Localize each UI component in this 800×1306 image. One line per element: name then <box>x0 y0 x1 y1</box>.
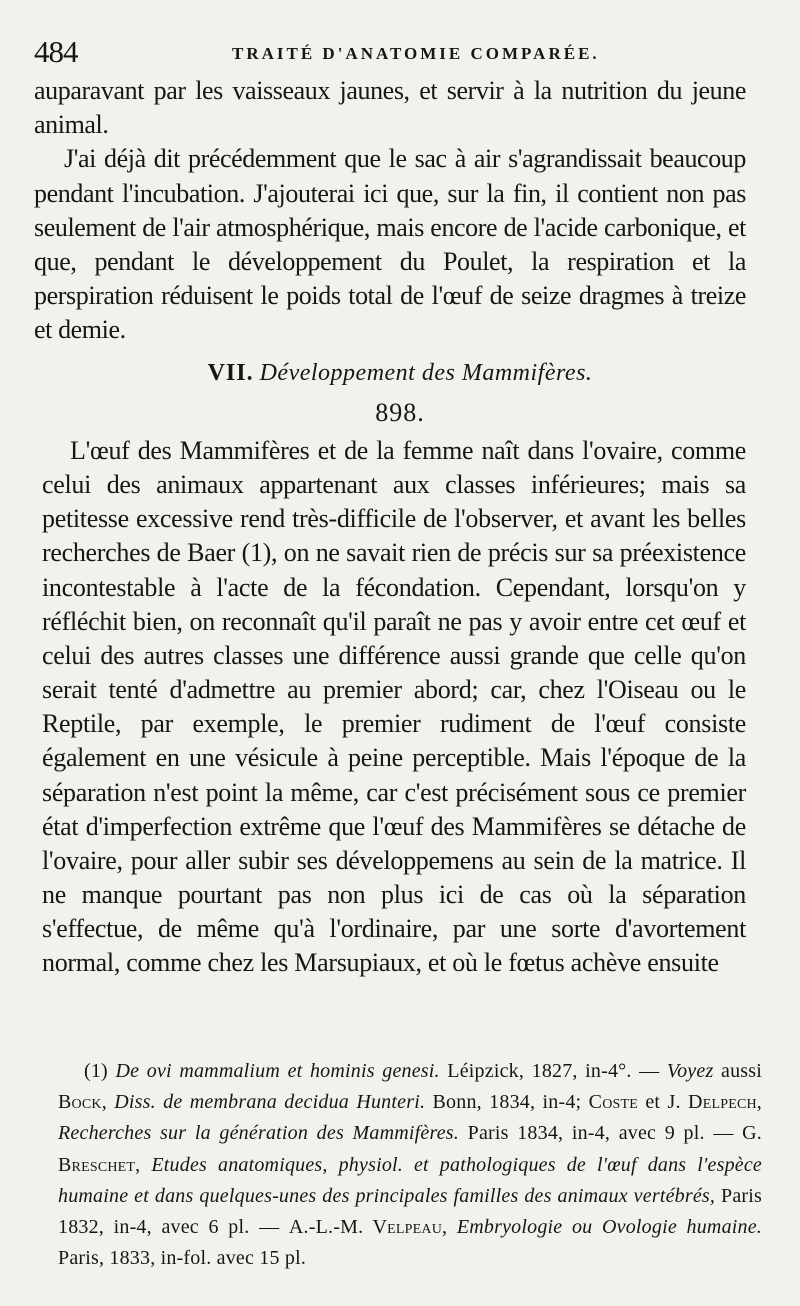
paragraph-oeuf-mammiferes: L'œuf des Mammifères et de la femme naît dans l'ovaire, comme celui des animaux appartenant aux classes inférieures; mais sa petitesse excessive rend très-difficile de l'observer, et avant les belles recherches de Baer (1), on ne savait rien de précis sur sa préexistence incontestable à l'acte de la fécondation. Cependant, lorsqu'on y réfléchit bien, on reconnaît qu'il paraît ne pas y avoir entre cet œuf et celui des autres classes une différence aussi grande que celle qu'on serait tenté d'admettre au premier abord; car, chez l'Oiseau ou le Reptile, par exemple, le premier rudiment de l'œuf consiste également en une vésicule à peine perceptible. Mais l'époque de la séparation n'est point la même, car c'est précisément sous ce premier état d'imperfection extrême que l'œuf des Mammifères se détache de l'ovaire, pour aller subir ses développemens au sein de la matrice. Il ne manque pourtant pas non plus ici de cas où la séparation s'effectue, de même qu'à l'ordinaire, par une sorte d'avortement normal, comme chez les Marsupiaux, et où le fœtus achève ensuite <box>42 436 746 978</box>
section-heading <box>0 360 800 387</box>
footnote-author: Bock <box>58 1091 102 1114</box>
footnote-1 <box>58 1056 762 1274</box>
footnote-author: Coste <box>588 1091 638 1114</box>
footnote-title: Embryologie ou Ovologie humaine. <box>456 1216 763 1239</box>
footnote-author: J. Delpech <box>667 1091 757 1114</box>
footnote-text: , <box>442 1216 457 1239</box>
page-number: 484 <box>34 34 78 69</box>
footnote-marker: (1) <box>84 1060 108 1082</box>
footnotes <box>58 1056 762 1274</box>
running-head: TRAITÉ D'ANATOMIE COMPARÉE. <box>232 44 600 63</box>
footnote-text: Voyez <box>666 1060 714 1082</box>
paragraph-sac-a-air: J'ai déjà dit précédemment que le sac à air s'agrandissait beaucoup pendant l'incubation. J'ajouterai ici que, sur la fin, il contient non pas seulement de l'air atmosphérique, mais encore de l'acide carbonique, et que, pendant le développement du Poulet, la respiration et la perspiration réduisent le poids total de l'œuf de seize dragmes à treize et demie. <box>34 144 746 345</box>
paragraph-number: 898. <box>375 398 425 427</box>
footnote-text: aussi <box>713 1060 762 1082</box>
footnote-author: A.-L.-M. Velpeau <box>288 1216 443 1239</box>
footnote-text: Paris 1834, in-4, avec 9 pl. — <box>459 1122 743 1145</box>
footnote-text: Paris 1832, in-4, avec 6 pl. — <box>58 1184 763 1239</box>
footnote-title: De ovi mammalium et hominis genesi. <box>115 1060 440 1082</box>
footnote-text: , <box>101 1091 115 1114</box>
footnote-title: Etudes anatomiques, physiol. et pathologiques de l'œuf dans l'espèce humaine et dans quelques-unes des principales familles des animaux vertébrés, <box>58 1153 762 1207</box>
section-number: VII. <box>207 360 254 386</box>
footnote-title: Diss. de membrana decidua Hunteri. <box>114 1091 426 1114</box>
footnote-title: Recherches sur la génération des Mammifères. <box>58 1122 459 1145</box>
footnote-text: Léipzick, 1827, in-4°. — <box>439 1060 667 1082</box>
footnote-text: et <box>638 1091 668 1114</box>
continued-text <box>34 74 746 348</box>
footnote-text: Paris, 1833, in-fol. avec 15 pl. <box>58 1247 307 1270</box>
main-text <box>42 434 746 981</box>
page-header <box>32 34 740 70</box>
footnote-author: G. Breschet <box>58 1122 762 1176</box>
footnote-text: , <box>135 1153 152 1176</box>
footnote-text: , <box>756 1091 762 1114</box>
footnote-text: Bonn, 1834, in-4; <box>425 1091 589 1114</box>
section-title: Développement des Mammifères. <box>259 360 593 386</box>
paragraph-continuation: auparavant par les vaisseaux jaunes, et servir à la nutrition du jeune animal. <box>34 76 746 140</box>
